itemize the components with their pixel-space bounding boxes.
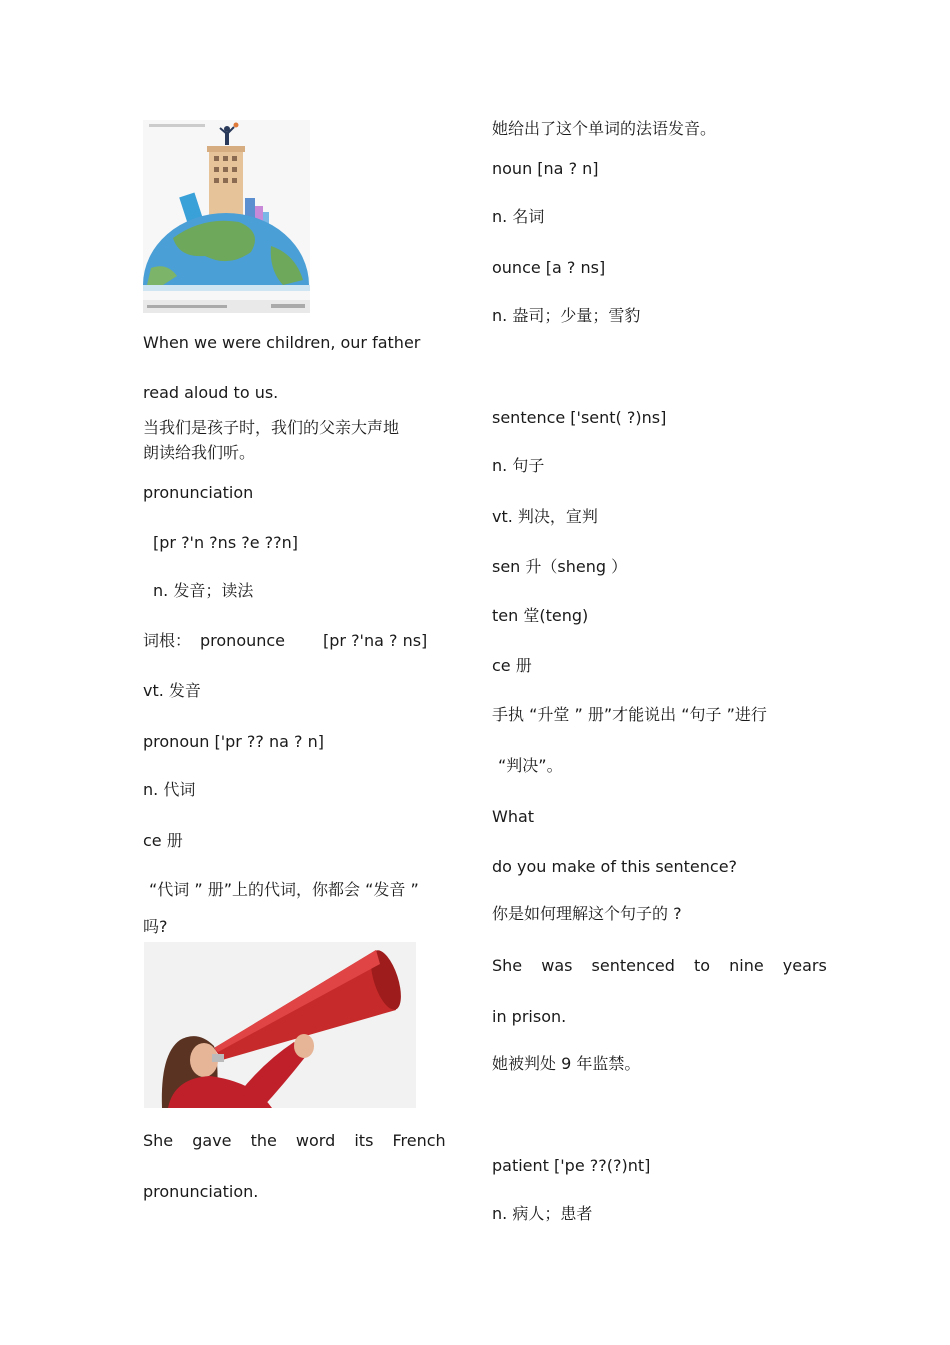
right-line-4: ounce [a ? ns] [492,258,606,277]
right-line-19: 她被判处 9 年监禁。 [492,1054,641,1073]
right-line-17: She was sentenced to nine years [492,956,827,975]
right-line-1: 她给出了这个单词的法语发音。 [492,119,717,138]
right-line-20: patient ['pe ??(?)nt] [492,1156,651,1175]
left-line-15: She gave the word its French [143,1131,446,1150]
right-line-8: vt. 判决，宣判 [492,507,598,526]
right-line-2: noun [na ? n] [492,159,599,178]
megaphone-illustration [144,942,416,1108]
right-line-18: in prison. [492,1007,567,1026]
left-line-13: “代词 ” 册”上的代词，你都会 “发音 ” [149,880,419,899]
right-line-16: 你是如何理解这个句子的 ? [492,904,682,923]
left-line-10: pronoun ['pr ?? na ? n] [143,732,324,751]
globe-illustration [143,120,310,313]
right-line-6: sentence ['sent( ?)ns] [492,408,667,427]
left-line-2: read aloud to us. [143,383,279,402]
right-line-14: What [492,807,535,826]
left-line-7: n. 发音；读法 [153,581,254,600]
right-line-13: “判决”。 [498,756,563,775]
left-line-1: When we were children, our father [143,333,421,352]
left-line-11: n. 代词 [143,780,196,799]
right-line-15: do you make of this sentence? [492,857,738,876]
right-line-7: n. 句子 [492,456,545,475]
right-line-11: ce 册 [492,656,532,675]
right-line-12: 手执 “升堂 ” 册”才能说出 “句子 ”进行 [492,705,767,724]
right-line-3: n. 名词 [492,207,545,226]
left-line-8b: pronounce [200,631,286,650]
left-line-5: pronunciation [143,483,254,502]
right-line-21: n. 病人；患者 [492,1204,593,1223]
left-line-16: pronunciation. [143,1182,259,1201]
left-line-3: 当我们是孩子时，我们的父亲大声地 [143,418,400,437]
left-line-12: ce 册 [143,831,183,850]
right-line-9: sen 升（sheng ） [492,557,628,576]
left-line-6: [pr ?'n ?ns ?e ??n] [153,533,299,552]
left-line-8c: [pr ?'na ? ns] [323,631,428,650]
globe-building-image [143,120,310,313]
left-line-14: 吗? [143,917,168,936]
right-line-10: ten 堂(teng) [492,606,589,625]
left-line-4: 朗读给我们听。 [143,443,256,462]
right-line-5: n. 盎司；少量；雪豹 [492,306,641,325]
left-line-8a: 词根： [143,631,192,650]
megaphone-image [144,942,416,1108]
left-line-9: vt. 发音 [143,681,201,700]
